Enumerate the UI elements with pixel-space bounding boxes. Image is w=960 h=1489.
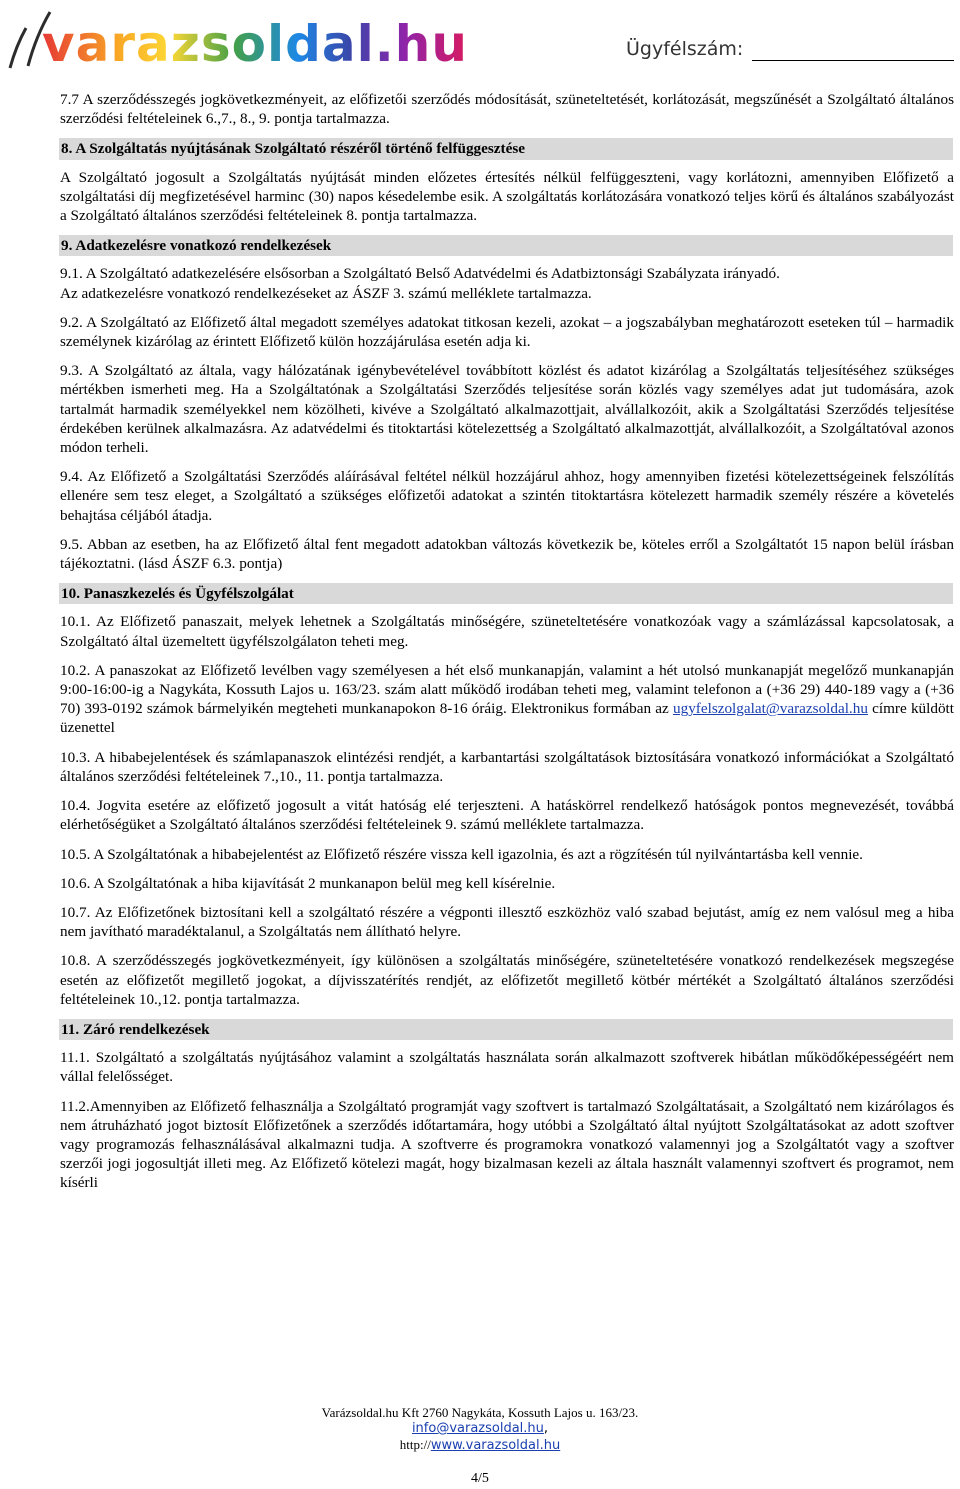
page-footer (0, 1405, 960, 1454)
paragraph-9-2: 9.2. A Szolgáltató az Előfizető által megadott személyes adatokat titkosan kezeli, azokat – a jogszabályban meghatározott eseteken túl – harmadik személynek kizárólag az érintett Előfizető külön hozzájárulása esetén adja ki. (60, 313, 954, 351)
footer-email-link[interactable]: info@varazsoldal.hu (411, 1421, 544, 1436)
paragraph-10-6: 10.6. A Szolgáltatónak a hiba kijavítását 2 munkanapon belül meg kell kísérelnie. (60, 874, 556, 892)
section-10-title: 10. Panaszkezelés és Ügyfélszolgálat (59, 583, 953, 604)
paragraph-9-5: 9.5. Abban az esetben, ha az Előfizető által fent megadott adatokban változás következik be, köteles erről a Szolgáltatót 15 napon belül írásban tájékoztatni. (lásd ÁSZF 6.3. pontja) (60, 535, 954, 573)
paragraph-9-1a: 9.1. A Szolgáltató adatkezelésére elsősorban a Szolgáltató Belső Adatvédelmi és Adatbiztonsági Szabályzata irányadó. (60, 265, 780, 283)
logo-text: varazsoldal.hu (42, 15, 468, 73)
paragraph-10-1: 10.1. Az Előfizető panaszait, melyek lehetnek a Szolgáltatás minőségére, szüneteltetésére vonatkozóak vagy a számlázással kapcsolatosak, a Szolgáltató által üzemeltett ügyfélszolgálaton teheti meg. (60, 613, 954, 650)
client-number-label: Ügyfélszám: (626, 38, 744, 60)
paragraph-10-5: 10.5. A Szolgáltatónak a hibabejelentést az Előfizető részére vissza kell igazolnia, és azt a rögzítésén túl nyilvántartásba kell vennie. (60, 845, 863, 863)
footer-company: Varázsoldal.hu Kft 2760 Nagykáta, Kossuth Lajos u. 163/23. (321, 1405, 639, 1420)
paragraph-9-1b: Az adatkezelésre vonatkozó rendelkezéseket az ÁSZF 3. számú melléklete tartalmazza. (60, 284, 592, 302)
footer-web-line (0, 1437, 960, 1454)
company-logo (6, 6, 468, 73)
paragraph-10-8: 10.8. A szerződésszegés jogkövetkezményeit, így különösen a szolgáltatás minőségére, szüneteltetésére vonatkozó rendelkezések megszegése esetén az előfizetőt megillető jogokat, a díjvisszatérítés rendjét, az előfizetőt megillető kötbér mértékét a Szolgáltató általános szerződési feltételeinek 10.,12. pontja tartalmazza. (60, 952, 954, 1008)
paragraph-10-2-tail: címre küldött üzenettel (60, 700, 954, 737)
paragraph-10-4: 10.4. Jogvita esetére az előfizető jogosult a vitát hatóság elé terjeszteni. A hatáskörrel rendelkező hatóságok pontos megnevezését, továbbá elérhetőségüket a Szolgáltató általános szerződési feltételeinek 9. számú melléklete tartalmazza. (60, 797, 954, 834)
client-number-field[interactable] (752, 60, 954, 61)
page-number: 4/5 (471, 1471, 489, 1486)
footer-web-prefix: http:// (399, 1437, 431, 1452)
document-body (60, 90, 954, 1203)
section-11-title: 11. Záró rendelkezések (59, 1019, 953, 1040)
paragraph-10-2-text: 10.2. A panaszokat az Előfizető levélben vagy személyesen a hét első munkanapján, valamint a hét utolsó munkanapját megelőző munkanapján 9:00-16:00-ig a Nagykáta, Kossuth Lajos u. 163/23. szám alatt működő irodában teheti meg, valamint telefonon a (+36 29) 440-189 vagy a (+36 70) 393-0192 számok bármelyikén megteheti munkanapokon 8-16 óráig. Elektronikus formában az (60, 661, 954, 718)
paragraph-10-7: 10.7. Az Előfizetőnek biztosítani kell a szolgáltató részére a végponti illesztő eszközhöz való szabad bejutást, amíg ez nem valósul meg a hiba nem javítható maradéktalanul, a Szolgáltatás nem állítható helyre. (60, 903, 954, 941)
footer-email-line (0, 1421, 960, 1437)
paragraph-9-3: 9.3. A Szolgáltató az általa, vagy hálózatának igénybevételével továbbított közlést és adatot kizárólag a Szolgáltatás teljesítéséhez szükséges mértékben ismerheti meg. Ha a Szolgáltatónak a Szolgáltatási Szerződés teljesítése során közlés vagy személyes adat jut tudomására, azok tartalmát harmadik személyekkel nem közölheti, kivéve a Szolgáltató alkalmazottjait, alvállalkozóit, akik a Szolgáltatási Szerződés teljesítése érdekében kerülnek alkalmazásra. Az adatvédelmi és titoktartási kötelezettség a Szolgáltató alkalmazottját, alvállalkozóit, a Szolgáltatóval azonos módon terheli. (60, 362, 954, 457)
section-9-title: 9. Adatkezelésre vonatkozó rendelkezések (59, 235, 953, 256)
footer-web-link[interactable]: www.varazsoldal.hu (430, 1438, 561, 1453)
paragraph-8: A Szolgáltató jogosult a Szolgáltatás nyújtását minden előzetes értesítés nélkül felfüggeszteni, vagy korlátozni, amennyiben Előfizető a szolgáltatási díj megfizetésével harminc (30) napos késedelembe esik. A szolgáltatás korlátozására vonatkozó teljes körű és általános szabályozást a Szolgáltató általános szerződési feltételeinek 8. pontja tartalmazza. (60, 168, 954, 225)
paragraph-7-7: 7.7 A szerződésszegés jogkövetkezményeit, az előfizetői szerződés módosítását, szüneteltetését, korlátozását, megszűnését a Szolgáltató általános szerződési feltételeinek 6.,7., 8., 9. pontja tartalmazza. (60, 91, 954, 128)
paragraph-10-2 (60, 661, 954, 738)
section-8-title: 8. A Szolgáltatás nyújtásának Szolgáltató részéről történő felfüggesztése (59, 138, 953, 159)
paragraph-11-1: 11.1. Szolgáltató a szolgáltatás nyújtásához valamint a szolgáltatás használata során alkalmazott szoftverek hibátlan működőképességéért nem vállal felelősséget. (60, 1049, 954, 1086)
footer-email-suffix: , (543, 1421, 549, 1436)
paragraph-9-4: 9.4. Az Előfizető a Szolgáltatási Szerződés aláírásával feltétel nélkül hozzájárul ahhoz, hogy amennyiben fizetési kötelezettségeinek felszólítás ellenére sem tesz eleget, a Szolgáltató a szükséges előfizetői adatokat a szintén titoktartásra kötelezett harmadik személy részére a követelés behajtása céljából átadja. (60, 468, 954, 524)
paragraph-10-3: 10.3. A hibabejelentések és számlapanaszok elintézési rendjét, a karbantartási szolgáltatások biztosítására vonatkozó információkat a Szolgáltató általános szerződési feltételeinek 7.,10., 11. pontja tartalmazza. (60, 748, 954, 785)
page-header (0, 0, 960, 80)
paragraph-11-2: 11.2.Amennyiben az Előfizető felhasználja a Szolgáltató programját vagy szoftvert is tartalmazó Szolgáltatásait, a Szolgáltató nem kizárólagos és nem átruházható jogot biztosít Előfizetőnek a szerződés időtartamára, hogy utóbbi a Szolgáltató által nyújtott Szolgáltatásokat az adott szoftver vagy programozás felhasználásával alkalmazni tudja. A szoftverre és programokra vonatkozó valamennyi jog a Szolgáltatót vagy a szoftver szerzői jogi jogosultját illeti meg. Az Előfizető kötelezi magát, hogy bizalmasan kezeli az általa használt valamennyi szoftvert és programot, nem kísérli (60, 1097, 954, 1192)
support-email-link[interactable]: ugyfelszolgalat@varazsoldal.hu (673, 700, 868, 718)
